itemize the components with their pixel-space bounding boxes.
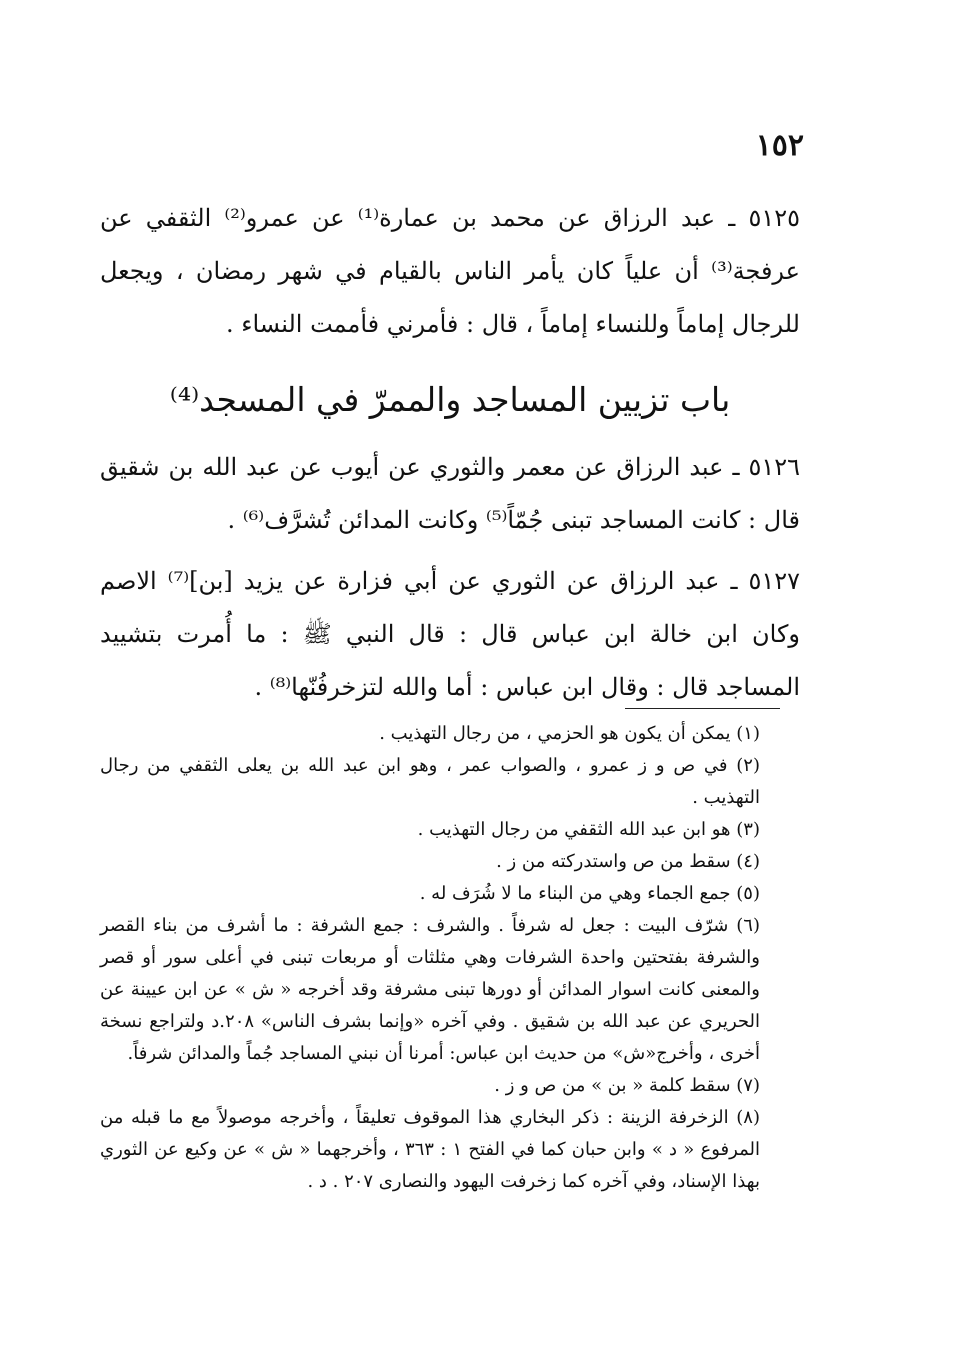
- footnote-5: (٥) جمع الجماء وهي من البناء ما لا شُرَف له .: [419, 883, 760, 904]
- hadith-5127: ٥١٢٧ ـ عبد الرزاق عن الثوري عن أبي فزارة عن يزيد [بن]⁽⁷⁾ الاصم وكان ابن خالة ابن عباس قال : قال النبي ﷺ : ما أُمرت بتشييد المساجد قال : وقال ابن عباس : أما والله لتزخرفُنّها⁽⁸⁾ .: [100, 567, 800, 701]
- hadith-5125: ٥١٢٥ ـ عبد الرزاق عن محمد بن عمارة⁽¹⁾ عن عمرو⁽²⁾ الثقفي عن عرفجة⁽³⁾ أن علياً كان يأمر الناس بالقيام في شهر رمضان ، ويجعل للرجال إماماً وللنساء إماماً ، قال : فأمرني فأممت النساء .: [100, 204, 801, 338]
- footnotes: [100, 718, 800, 1198]
- footnote-3: (٣) هو ابن عبد الله الثقفي من رجال التهذيب .: [417, 819, 760, 840]
- footnote-separator: [625, 708, 780, 709]
- hadith-block-top: [100, 192, 800, 351]
- footnote-1: (١) يمكن أن يكون هو الحزمي ، من رجال التهذيب .: [379, 723, 760, 744]
- footnote-4: (٤) سقط من ص واستدركته من ز .: [496, 851, 760, 872]
- page-number: ١٥٢: [755, 128, 804, 163]
- footnote-2: (٢) في ص و ز عمرو ، والصواب عمر ، وهو ابن عبد الله بن يعلى الثقفي من رجال التهذيب .: [100, 755, 760, 808]
- hadith-block-bottom: [100, 441, 800, 714]
- chapter-title: باب تزيين المساجد والممرّ في المسجد⁽⁴⁾: [169, 380, 731, 419]
- footnote-8: (٨) الزخرفة الزينة : ذكر البخاري هذا الموقوف تعليقاً ، وأخرجه موصولاً مع ما قبله من المرفوع « د » وابن حبان كما في الفتح ١ : ٣٦٣ ، وأخرجهما « ش » عن وكيع عن الثوري بهذا الإسناد، وفي آخره كما زخرفت اليهود والنصارى ٢٠٧ . د .: [100, 1107, 760, 1192]
- footnote-6: (٦) شرّف البيت : جعل له شرفاً . والشرف : جمع الشرفة : ما أشرف من بناء القصر والشرفة بفتحتين واحدة الشرفات وهي مثلثات أو مربعات تبنى في أعلى سور أو قصر والمعنى كانت اسوار المدائن أو دورها تبنى مشرفة وقد أخرجه « ش » عن ابن عيينة عن الحريري عن عبد الله بن شقيق . وفي آخره «وإنما بشرف الناس» ٢٠٨.د ولتراجع نسخة أخرى ، وأخرج«ش» من حديث ابن عباس: أمرنا أن نبني المساجد جُماً والمدائن شرفاً.: [100, 915, 761, 1064]
- footnote-7: (٧) سقط كلمة « بن » من ص و ز .: [494, 1075, 760, 1096]
- hadith-5126: ٥١٢٦ ـ عبد الرزاق عن معمر والثوري عن أيوب عن عبد الله بن شقيق قال : كانت المساجد تبنى جُمّاً⁽⁵⁾ وكانت المدائن تُشرَّف⁽⁶⁾ .: [100, 453, 800, 534]
